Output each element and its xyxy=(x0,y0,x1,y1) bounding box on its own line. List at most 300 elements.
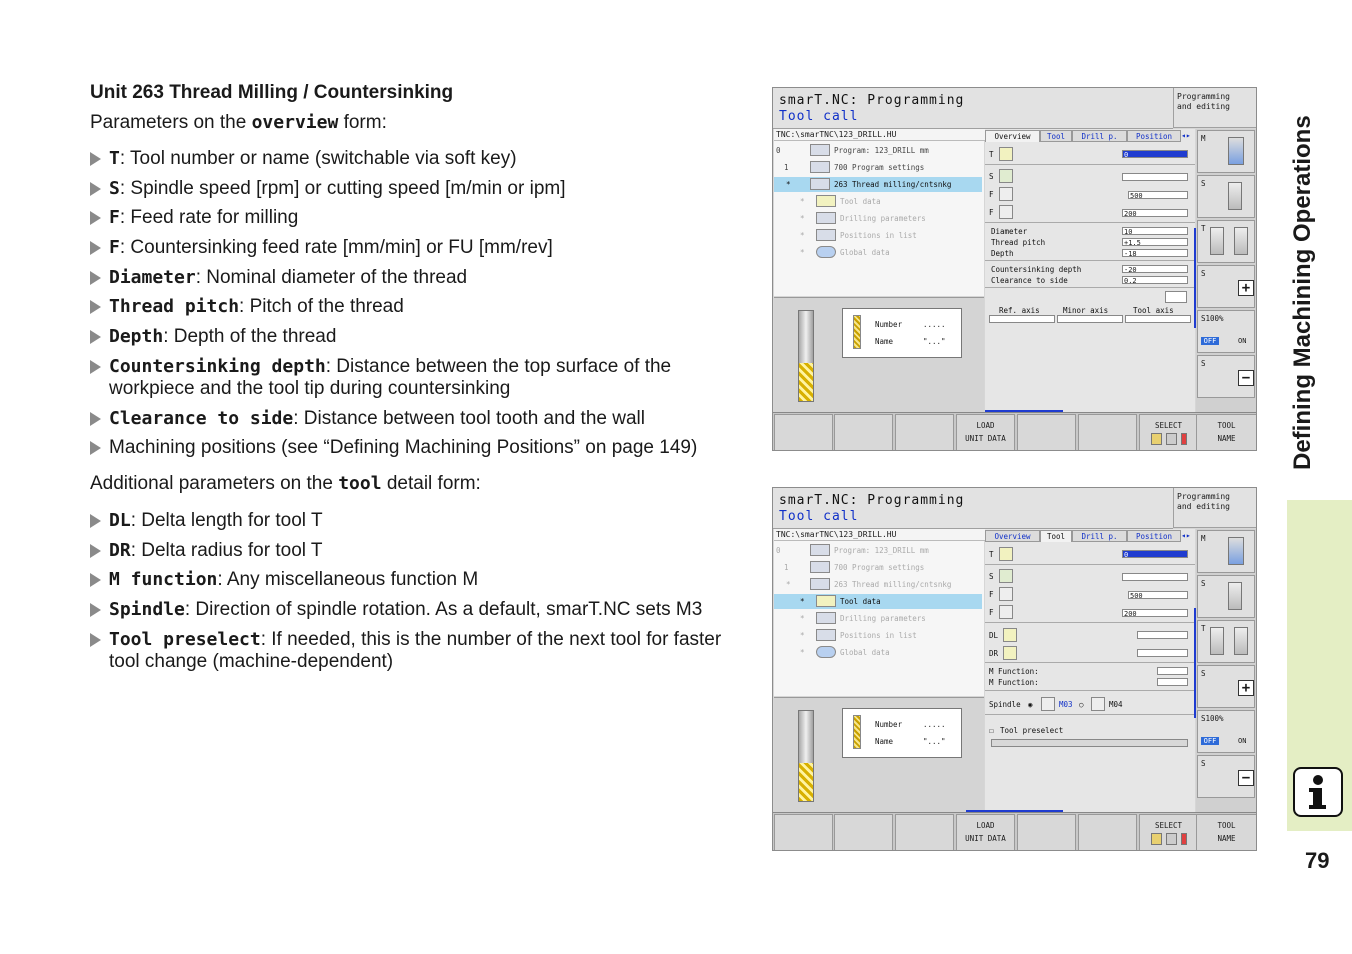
softkey-label: M xyxy=(1201,534,1206,543)
info-label: Number xyxy=(875,720,903,729)
param-desc: : Countersinking feed rate [mm/min] or FU [mm/rev] xyxy=(119,237,553,259)
bullet-triangle-icon xyxy=(90,441,101,455)
tree-row-selected[interactable] xyxy=(774,177,982,192)
info-value: "..." xyxy=(923,337,946,346)
load-unit-data-softkey[interactable] xyxy=(956,814,1015,851)
tab-scroll-arrows-icon[interactable]: ◂▸ xyxy=(1181,531,1191,540)
softkey-label: M xyxy=(1201,134,1206,143)
tree-label: Positions in list xyxy=(840,231,917,240)
spindle-softkey[interactable] xyxy=(1197,575,1255,618)
delta-radius-input[interactable] xyxy=(1137,649,1188,657)
spindle-plus-softkey[interactable] xyxy=(1197,665,1255,708)
positions-icon xyxy=(816,629,836,641)
spindle-label: Spindle xyxy=(989,700,1021,709)
table-icon xyxy=(1166,433,1177,445)
tool-change-softkey[interactable] xyxy=(1197,620,1255,663)
positions-icon xyxy=(816,229,836,241)
file-path: TNC:\smarTNC\123_DRILL.HU xyxy=(774,529,985,541)
spindle-icon xyxy=(1228,582,1242,610)
s-label: S xyxy=(989,172,994,181)
mode-line: Programming xyxy=(1177,92,1230,101)
tab-tool[interactable]: Tool xyxy=(1040,530,1072,542)
feed-countersink-icon[interactable] xyxy=(999,205,1013,219)
spindle-softkey[interactable] xyxy=(1197,175,1255,218)
tree-marker: * xyxy=(800,614,805,623)
t-label: T xyxy=(989,150,994,159)
bottom-softkey-bar xyxy=(773,412,1257,451)
tree-row[interactable] xyxy=(774,228,982,243)
bullet-triangle-icon xyxy=(90,514,101,528)
softkey-label: S xyxy=(1201,579,1206,588)
divider xyxy=(985,714,1195,715)
tab-overview[interactable]: Overview xyxy=(985,130,1040,142)
clearance-label: Clearance to side xyxy=(991,276,1068,285)
list-item xyxy=(90,296,755,318)
param-desc: : Tool number or name (switchable via soft key) xyxy=(119,148,517,169)
thread-mill-tool-icon xyxy=(798,710,814,802)
drill-params-icon xyxy=(816,212,836,224)
softkey-empty[interactable] xyxy=(774,814,833,851)
tree-marker: * xyxy=(800,231,805,240)
tool-right-icon xyxy=(1234,227,1248,255)
tree-label: 263 Thread milling/cntsnkg xyxy=(834,180,952,189)
info-label: Number xyxy=(875,320,903,329)
param-code: DL xyxy=(109,510,131,531)
tree-marker: 1 xyxy=(784,163,789,172)
axis-config-icon[interactable] xyxy=(1165,291,1187,303)
program-icon xyxy=(810,144,830,156)
bullet-triangle-icon xyxy=(90,271,101,285)
bullet-triangle-icon xyxy=(90,182,101,196)
tool-select-icon[interactable] xyxy=(999,547,1013,561)
softkey-label: UNIT DATA xyxy=(965,834,1006,843)
list-item xyxy=(90,267,755,289)
intro-paragraph xyxy=(90,112,387,134)
marker-icon xyxy=(1181,433,1187,445)
info-icon xyxy=(1293,767,1343,817)
param-desc: : Direction of spindle rotation. As a default, smarT.NC sets M3 xyxy=(184,599,703,621)
param-code: F xyxy=(109,207,120,229)
softkey-label: S xyxy=(1201,759,1206,768)
m03-label: M03 xyxy=(1059,700,1073,709)
tree-marker: * xyxy=(786,180,791,189)
param-desc: Machining positions (see “Defining Machining Positions” on page 149) xyxy=(109,437,698,459)
drill-params-icon xyxy=(816,612,836,624)
list-item xyxy=(90,629,755,673)
softkey-label: SELECT xyxy=(1154,421,1183,430)
tree-row[interactable] xyxy=(774,611,982,626)
spindle-override-softkey[interactable] xyxy=(1197,710,1255,753)
delta-radius-icon xyxy=(1003,646,1017,660)
spindle-speed-input[interactable] xyxy=(1122,173,1188,181)
tree-row[interactable] xyxy=(774,194,982,209)
dl-label: DL xyxy=(989,631,999,640)
tool-icon xyxy=(816,195,836,207)
thread-mill-icon xyxy=(810,178,830,190)
minor-axis-label: Minor axis xyxy=(1063,306,1109,315)
tree-label: 700 Program settings xyxy=(834,163,925,172)
tree-marker: * xyxy=(800,248,805,257)
param-code: Diameter xyxy=(109,266,196,288)
param-code: T xyxy=(109,148,120,169)
tool-axis-label: Tool axis xyxy=(1133,306,1174,315)
spindle-minus-softkey[interactable] xyxy=(1197,755,1255,798)
tree-label: Drilling parameters xyxy=(840,614,926,623)
feed-countersink-input[interactable]: 200 xyxy=(1122,609,1188,617)
bullet-triangle-icon xyxy=(90,300,101,314)
t-label: T xyxy=(989,550,994,559)
info-value: ..... xyxy=(923,320,946,329)
depth-input[interactable]: -18 xyxy=(1122,249,1188,257)
tool-info-box xyxy=(842,708,962,758)
softkey-label: S xyxy=(1201,669,1206,678)
divider xyxy=(985,164,1195,165)
on-indicator: ON xyxy=(1238,337,1247,345)
softkey-empty[interactable] xyxy=(1017,814,1076,851)
plus-icon: + xyxy=(1238,680,1254,696)
radio-m04-icon[interactable]: ○ xyxy=(1079,700,1084,709)
list-item xyxy=(90,237,755,259)
tree-label: Positions in list xyxy=(840,631,917,640)
tree-label: Program: 123_DRILL mm xyxy=(834,146,929,155)
settings-icon xyxy=(810,161,830,173)
divider xyxy=(985,260,1195,261)
bullet-triangle-icon xyxy=(90,573,101,587)
tree-marker: * xyxy=(800,597,805,606)
softkey-label: LOAD xyxy=(976,821,995,830)
table-icon xyxy=(1166,833,1177,845)
param-desc: : Any miscellaneous function M xyxy=(217,569,479,591)
tree-marker: 0 xyxy=(776,546,781,555)
page-number: 79 xyxy=(1305,848,1330,873)
param-desc: : Feed rate for milling xyxy=(119,207,299,229)
right-softkey-bar xyxy=(1196,129,1257,412)
tool-name-softkey[interactable] xyxy=(1196,814,1257,851)
cw-rotation-icon xyxy=(1041,697,1055,711)
mode-indicator xyxy=(1173,88,1257,128)
divider xyxy=(985,622,1195,623)
softkey-label: T xyxy=(1201,624,1206,633)
screenshot-tool-form xyxy=(772,487,1257,851)
additional-code: tool xyxy=(338,473,382,494)
tab-position[interactable]: Position xyxy=(1127,530,1181,542)
screen-header xyxy=(773,88,1173,129)
intro-before: Parameters on the xyxy=(90,112,252,133)
softkey-empty[interactable] xyxy=(834,814,893,851)
tree-row[interactable] xyxy=(774,211,982,226)
divider xyxy=(985,564,1195,565)
marker-icon xyxy=(1181,833,1187,845)
select-softkey[interactable] xyxy=(1139,414,1198,451)
tree-label: 700 Program settings xyxy=(834,563,925,572)
list-item xyxy=(90,207,755,229)
tree-label: Global data xyxy=(840,648,890,657)
minus-icon: − xyxy=(1238,770,1254,786)
program-tree xyxy=(774,141,984,296)
spindle-icon xyxy=(1228,182,1242,210)
diameter-label: Diameter xyxy=(991,227,1028,236)
softkey-label: SELECT xyxy=(1154,821,1183,830)
tree-row[interactable] xyxy=(774,143,982,158)
program-tree xyxy=(774,541,984,696)
form-tabs xyxy=(985,529,1195,543)
right-softkey-bar xyxy=(1196,529,1257,812)
additional-before: Additional parameters on the xyxy=(90,473,339,494)
tree-marker: * xyxy=(786,580,791,589)
softkey-label: S xyxy=(1201,179,1206,188)
tool-left-icon xyxy=(1210,227,1224,255)
feed-countersink-input[interactable]: 200 xyxy=(1122,209,1188,217)
spindle-plus-softkey[interactable] xyxy=(1197,265,1255,308)
softkey-label: S100% xyxy=(1201,714,1224,723)
ref-axis-label: Ref. axis xyxy=(999,306,1040,315)
minor-axis-input[interactable] xyxy=(1057,315,1123,323)
mode-indicator xyxy=(1173,488,1257,528)
load-unit-data-softkey[interactable] xyxy=(956,414,1015,451)
tree-row[interactable] xyxy=(774,160,982,175)
tool-change-softkey[interactable] xyxy=(1197,220,1255,263)
param-code: Thread pitch xyxy=(109,296,240,318)
bullet-triangle-icon xyxy=(90,360,101,374)
feed-icon[interactable] xyxy=(999,187,1013,201)
m-function-input-1[interactable] xyxy=(1157,667,1188,675)
list-item xyxy=(90,437,755,459)
tool-icon xyxy=(853,715,861,749)
form-body: T 0 S F 500 F 200 DL DR M Function: M Function: Spindle ◉ M03 ○ M04 ☐ Tool preselect xyxy=(985,543,1195,812)
mode-line: and editing xyxy=(1177,502,1230,511)
section-heading: Unit 263 Thread Milling / Countersinking xyxy=(90,82,454,103)
param-code: DR xyxy=(109,539,131,561)
bullet-triangle-icon xyxy=(90,152,101,166)
thread-mill-icon xyxy=(810,578,830,590)
off-indicator: OFF xyxy=(1201,337,1219,345)
minus-icon: − xyxy=(1238,370,1254,386)
info-label: Name xyxy=(875,337,894,346)
softkey-label: UNIT DATA xyxy=(965,434,1006,443)
tree-row[interactable] xyxy=(774,560,982,575)
spindle-icon[interactable] xyxy=(999,169,1013,183)
tool-select-icon[interactable] xyxy=(999,147,1013,161)
settings-icon xyxy=(810,561,830,573)
tab-drill-params[interactable]: Drill p. xyxy=(1072,130,1127,142)
tool-right-icon xyxy=(1234,627,1248,655)
info-value: ..... xyxy=(923,720,946,729)
list-item xyxy=(90,148,755,170)
tree-marker: 1 xyxy=(784,563,789,572)
list-item xyxy=(90,599,755,621)
screen-subtitle: Tool call xyxy=(779,509,859,524)
param-code: F xyxy=(109,237,120,259)
tool-icon xyxy=(853,315,861,349)
softkey-label: T xyxy=(1201,224,1206,233)
bullet-triangle-icon xyxy=(90,211,101,225)
softkey-empty[interactable] xyxy=(1078,414,1137,451)
globe-icon xyxy=(816,246,836,258)
tab-scroll-arrows-icon[interactable]: ◂▸ xyxy=(1181,131,1191,140)
softkey-label: LOAD xyxy=(976,421,995,430)
divider xyxy=(985,287,1195,288)
clearance-input[interactable]: 0.2 xyxy=(1122,276,1188,284)
mode-line: Programming xyxy=(1177,492,1230,501)
tree-row[interactable] xyxy=(774,577,982,592)
param-code: M function xyxy=(109,569,218,591)
param-desc: : Delta radius for tool T xyxy=(130,539,323,561)
tree-label: 263 Thread milling/cntsnkg xyxy=(834,580,952,589)
tool-preview-panel xyxy=(774,697,984,812)
tree-row[interactable] xyxy=(774,245,982,260)
tool-number-input[interactable]: 0 xyxy=(1122,150,1188,158)
spindle-override-softkey[interactable] xyxy=(1197,310,1255,353)
globe-icon xyxy=(816,646,836,658)
depth-label: Depth xyxy=(991,249,1014,258)
tool-number-input[interactable]: 0 xyxy=(1122,550,1188,558)
softkey-label: S xyxy=(1201,269,1206,278)
tree-row-selected[interactable] xyxy=(774,594,982,609)
additional-after: detail form: xyxy=(381,473,481,494)
param-desc: : Distance between tool tooth and the wall xyxy=(293,407,645,429)
param-code: S xyxy=(109,177,120,199)
info-value: "..." xyxy=(923,737,946,746)
softkey-label: S xyxy=(1201,359,1206,368)
param-desc: : Depth of the thread xyxy=(163,326,337,348)
tree-row[interactable] xyxy=(774,645,982,660)
diameter-input[interactable]: 10 xyxy=(1122,227,1188,235)
chapter-side-title: Defining Machining Operations xyxy=(1289,115,1316,470)
on-indicator: ON xyxy=(1238,737,1247,745)
softkey-label: S100% xyxy=(1201,314,1224,323)
thread-pitch-label: Thread pitch xyxy=(991,238,1046,247)
thread-pitch-input[interactable]: +1.5 xyxy=(1122,238,1188,246)
param-desc: : Distance between the top surface of the workpiece and the tool tip during countersinking xyxy=(109,355,672,399)
countersink-depth-input[interactable]: -20 xyxy=(1122,265,1188,273)
list-item xyxy=(90,408,755,430)
spindle-icon[interactable] xyxy=(999,569,1013,583)
screen-title: smarT.NC: Programming xyxy=(779,493,965,508)
screen-header xyxy=(773,488,1173,529)
list-item xyxy=(90,356,755,400)
off-indicator: OFF xyxy=(1201,737,1219,745)
tree-marker: * xyxy=(800,197,805,206)
tool-preselect-label: Tool preselect xyxy=(1000,726,1064,735)
list-item xyxy=(90,569,755,591)
screen-subtitle: Tool call xyxy=(779,109,859,124)
divider xyxy=(985,690,1195,691)
tree-row[interactable] xyxy=(774,628,982,643)
list-item xyxy=(90,540,755,562)
param-code: Tool preselect xyxy=(109,628,261,650)
tab-tool[interactable]: Tool xyxy=(1040,130,1072,142)
softkey-empty[interactable] xyxy=(834,414,893,451)
tool-parameter-list xyxy=(90,510,755,680)
m-function-softkey[interactable] xyxy=(1197,130,1255,173)
feed-countersink-icon[interactable] xyxy=(999,605,1013,619)
param-desc: : Delta length for tool T xyxy=(130,510,323,531)
param-code: Countersinking depth xyxy=(109,355,326,377)
param-code: Spindle xyxy=(109,599,185,621)
machine-icon xyxy=(1228,537,1244,565)
bottom-softkey-bar xyxy=(773,812,1257,851)
m-function-input-2[interactable] xyxy=(1157,678,1188,686)
plus-icon: + xyxy=(1238,280,1254,296)
tree-label: Global data xyxy=(840,248,890,257)
param-desc: : Nominal diameter of the thread xyxy=(195,266,468,288)
tool-preselect-checkbox[interactable]: ☐ xyxy=(989,726,994,735)
tool-left-icon xyxy=(1210,627,1224,655)
param-code: Clearance to side xyxy=(109,407,294,429)
tool-info-box xyxy=(842,308,962,358)
m04-label: M04 xyxy=(1109,700,1123,709)
tree-label: Tool data xyxy=(840,197,881,206)
tree-marker: * xyxy=(800,214,805,223)
param-code: Depth xyxy=(109,326,164,348)
softkey-empty[interactable] xyxy=(1078,814,1137,851)
tree-row[interactable] xyxy=(774,543,982,558)
tool-axis-input[interactable] xyxy=(1125,315,1191,323)
param-desc: : Pitch of the thread xyxy=(239,296,404,318)
divider xyxy=(985,662,1195,663)
feed-icon[interactable] xyxy=(999,587,1013,601)
softkey-empty[interactable] xyxy=(895,814,954,851)
m-function-label: M Function: xyxy=(989,678,1039,687)
select-softkey[interactable] xyxy=(1139,814,1198,851)
machine-icon xyxy=(1228,137,1244,165)
spindle-minus-softkey[interactable] xyxy=(1197,355,1255,398)
tree-marker: * xyxy=(800,648,805,657)
countersink-depth-label: Countersinking depth xyxy=(991,265,1082,274)
softkey-empty[interactable] xyxy=(895,414,954,451)
m-function-label: M Function: xyxy=(989,667,1039,676)
delta-length-input[interactable] xyxy=(1137,631,1188,639)
screenshot-overview-form xyxy=(772,87,1257,451)
tab-position[interactable]: Position xyxy=(1127,130,1181,142)
form-tabs xyxy=(985,129,1195,143)
bullet-triangle-icon xyxy=(90,603,101,617)
tool-name-softkey[interactable] xyxy=(1196,414,1257,451)
delta-length-icon xyxy=(1003,628,1017,642)
param-desc: : Spindle speed [rpm] or cutting speed [m/min or ipm] xyxy=(119,177,566,199)
parameter-form xyxy=(985,129,1195,412)
softkey-empty[interactable] xyxy=(774,414,833,451)
bullet-triangle-icon xyxy=(90,241,101,255)
softkey-label: TOOL xyxy=(1217,821,1236,830)
parameter-form xyxy=(985,529,1195,812)
tool-icon xyxy=(1151,833,1162,845)
mode-line: and editing xyxy=(1177,102,1230,111)
list-item xyxy=(90,326,755,348)
m-function-softkey[interactable] xyxy=(1197,530,1255,573)
screen-title: smarT.NC: Programming xyxy=(779,93,965,108)
tree-label: Tool data xyxy=(840,597,881,606)
dr-label: DR xyxy=(989,649,999,658)
form-body: T 0 S F 500 F 200 Diameter 10 Thread pitch +1.5 Depth -18 Countersinking depth -20 Clearance to side 0.2 Ref. axis Minor axis Tool axis xyxy=(985,143,1195,412)
feed-milling-input[interactable]: 500 xyxy=(1128,591,1188,599)
list-item xyxy=(90,510,755,532)
softkey-empty[interactable] xyxy=(1017,414,1076,451)
spindle-speed-input[interactable] xyxy=(1122,573,1188,581)
tool-icon xyxy=(1151,433,1162,445)
additional-paragraph xyxy=(90,473,481,495)
tool-preselect-input[interactable] xyxy=(991,739,1188,747)
ref-axis-input[interactable] xyxy=(989,315,1055,323)
tab-overview[interactable]: Overview xyxy=(985,530,1040,542)
bullet-triangle-icon xyxy=(90,412,101,426)
radio-m03-selected-icon[interactable]: ◉ xyxy=(1028,700,1033,709)
file-path: TNC:\smarTNC\123_DRILL.HU xyxy=(774,129,985,141)
bullet-triangle-icon xyxy=(90,330,101,344)
intro-code: overview xyxy=(251,112,339,133)
feed-milling-input[interactable]: 500 xyxy=(1128,191,1188,199)
tab-drill-params[interactable]: Drill p. xyxy=(1072,530,1127,542)
